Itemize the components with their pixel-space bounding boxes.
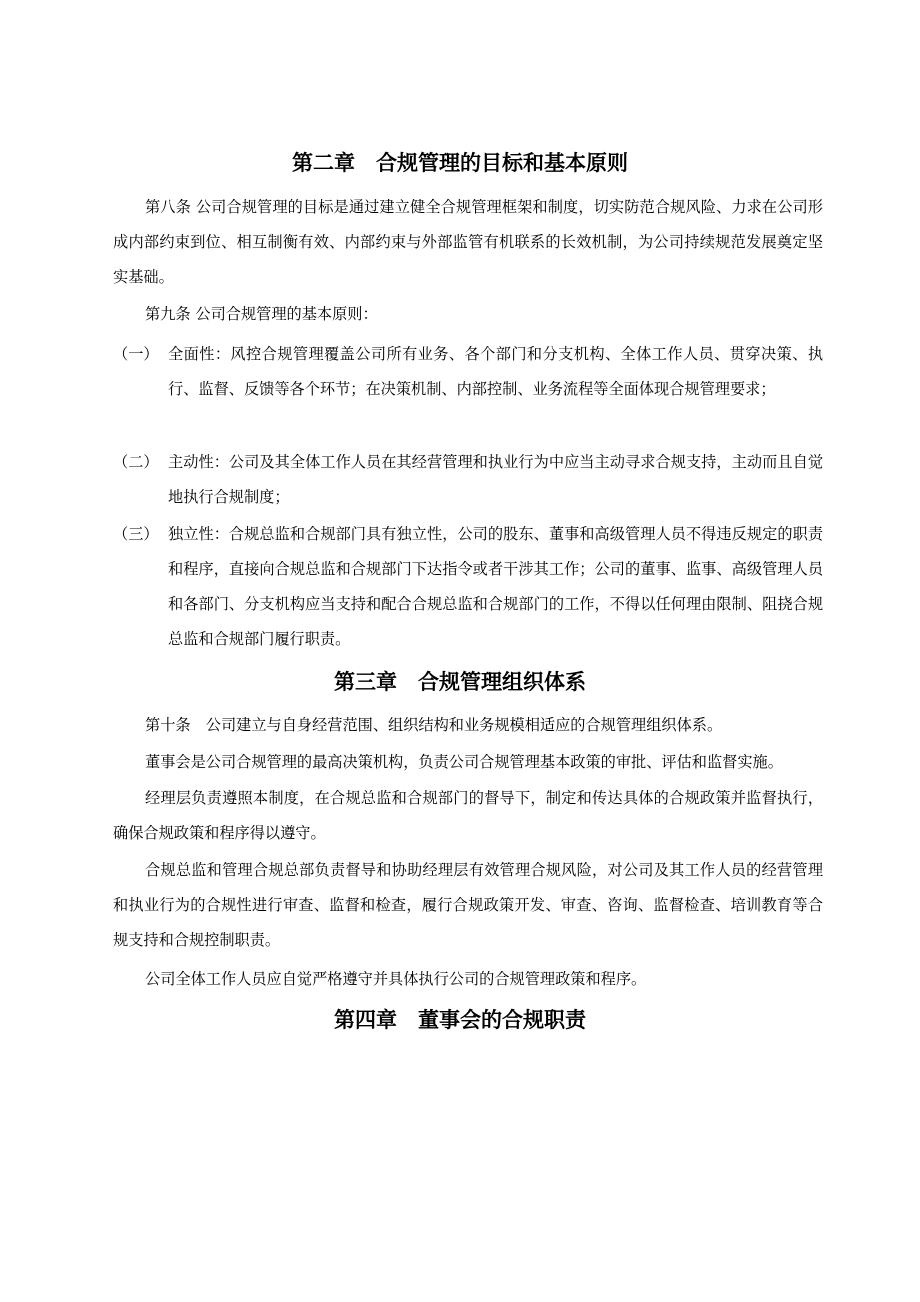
principle-marker-2: （二） (113, 453, 159, 471)
chapter-3-title: 第三章 合规管理组织体系 (334, 670, 586, 694)
chapter-4-title: 第四章 董事会的合规职责 (334, 1008, 586, 1032)
principle-item-1 (113, 337, 823, 407)
article-8-paragraph: 第八条 公司合规管理的目标是通过建立健全合规管理框架和制度，切实防范合规风险、力求在公司形成内部约束到位、相互制衡有效、内部约束与外部监管有机联系的长效机制，为公司持续规范发展奠定坚实基础。 (113, 198, 823, 286)
management-paragraph: 经理层负责遵照本制度，在合规总监和合规部门的督导下，制定和传达具体的合规政策并监督执行，确保合规政策和程序得以遵守。 (113, 789, 823, 842)
compliance-director-paragraph: 合规总监和管理合规总部负责督导和协助经理层有效管理合规风险，对公司及其工作人员的经营管理和执业行为的合规性进行审查、监督和检查，履行合规政策开发、审查、咨询、监督检查、培训教育等合规支持和合规控制职责。 (113, 861, 823, 949)
article-10-paragraph: 第十条 公司建立与自身经营范围、组织结构和业务规模相适应的合规管理组织体系。 (145, 716, 723, 734)
principle-text-3: 独立性：合规总监和合规部门具有独立性，公司的股东、董事和高级管理人员不得违反规定的职责和程序，直接向合规总监和合规部门下达指令或者干涉其工作；公司的董事、监事、高级管理人员和各部门、分支机构应当支持和配合合规总监和合规部门的工作，不得以任何理由限制、阻挠合规总监和合规部门履行职责。 (168, 525, 823, 648)
chapter-2-title: 第二章 合规管理的目标和基本原则 (292, 151, 628, 175)
principle-marker-1: （一） (113, 345, 159, 363)
principle-item-3 (113, 517, 823, 657)
principle-text-2: 主动性：公司及其全体工作人员在其经营管理和执业行为中应当主动寻求合规支持，主动而且自觉地执行合规制度； (168, 453, 823, 506)
principle-marker-3: （三） (113, 525, 159, 543)
principle-item-2 (113, 445, 823, 515)
article-9-paragraph: 第九条 公司合规管理的基本原则： (145, 305, 378, 323)
principle-text-1: 全面性：风控合规管理覆盖公司所有业务、各个部门和分支机构、全体工作人员、贯穿决策、执行、监督、反馈等各个环节；在决策机制、内部控制、业务流程等全面体现合规管理要求； (168, 345, 823, 398)
board-paragraph: 董事会是公司合规管理的最高决策机构，负责公司合规管理基本政策的审批、评估和监督实施。 (145, 753, 783, 771)
all-staff-paragraph: 公司全体工作人员应自觉严格遵守并具体执行公司的合规管理政策和程序。 (145, 970, 647, 988)
